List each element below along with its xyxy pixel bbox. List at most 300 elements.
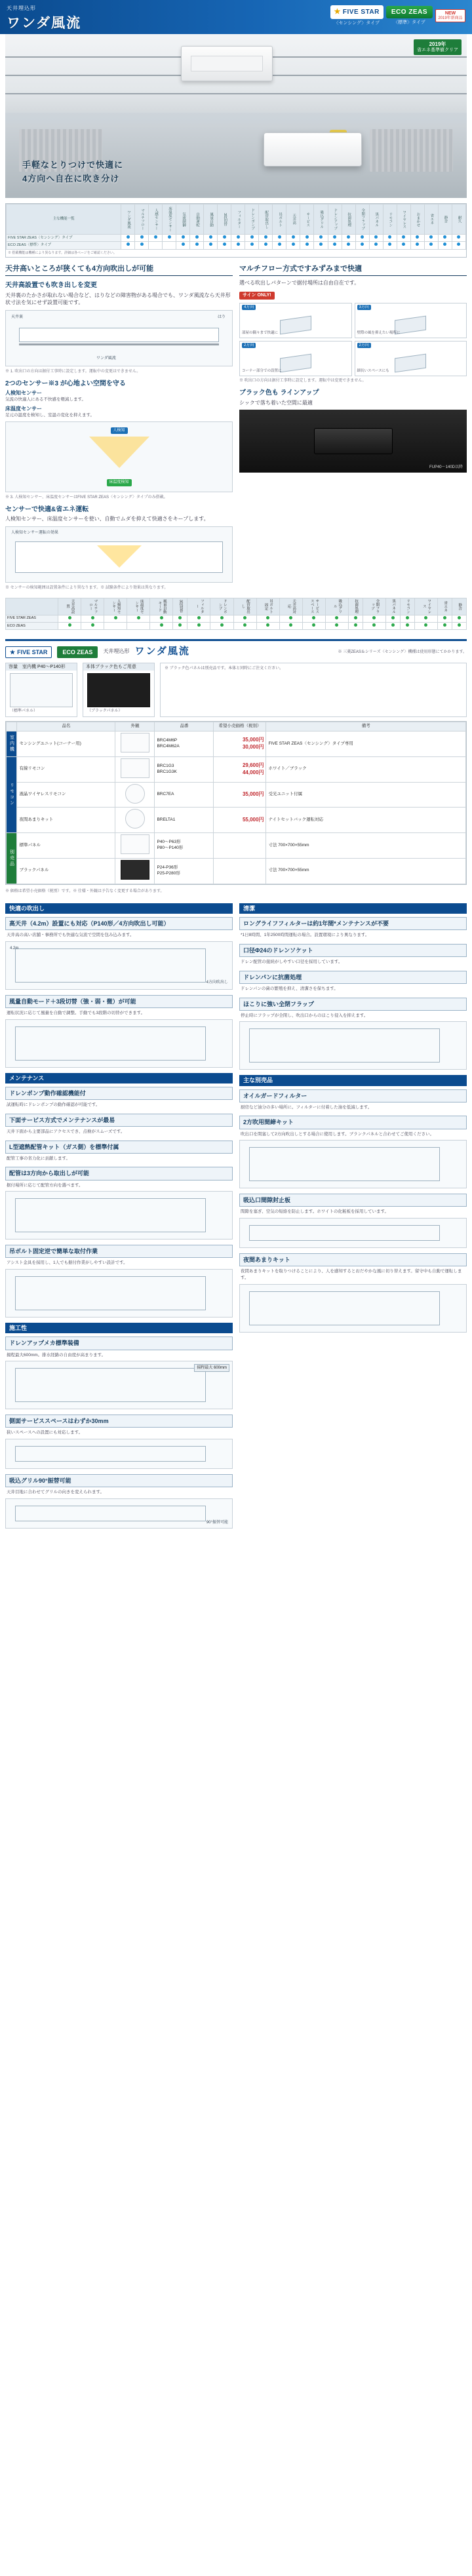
feature-column-header: 吸込グリル [314, 205, 328, 235]
check-dot-icon [91, 616, 94, 619]
feature-cell [385, 615, 400, 622]
table-row[interactable] [7, 732, 466, 757]
feature-item-desc: 停止時にフラップが全閉し、吹出口からのほこり侵入を抑えます。 [241, 1013, 368, 1018]
feature-column-header: 黒パネル [369, 205, 383, 235]
eco-zeas-label: ECO ZEAS [386, 6, 433, 19]
feature-row-label: FIVE STAR ZEAS [6, 615, 58, 622]
figure-room [15, 1026, 206, 1061]
feature-cell [437, 623, 452, 630]
feature-column-header: 床温度センサー [163, 205, 176, 235]
figure-room [249, 1225, 440, 1241]
feature-column-header: 人感センサー [149, 205, 163, 235]
feature-cell [342, 235, 355, 242]
feature-figure-grill [5, 1498, 233, 1529]
new-chip-top: NEW [444, 11, 456, 16]
bottom-left-column [5, 903, 233, 1534]
accessory-thumbnail [115, 732, 155, 757]
eco-zeas-caption: 〈標準〉タイプ [393, 20, 425, 26]
check-dot-icon [209, 243, 212, 246]
check-dot-icon [237, 243, 240, 246]
figure-room [15, 1506, 206, 1521]
feature-item-title: ドレンアップメカ標準装備 [5, 1337, 233, 1350]
feature-matrix-table-2 [5, 598, 467, 631]
check-dot-icon [140, 243, 144, 246]
right-block2-title: ブラック色も ラインアップ [239, 389, 319, 397]
accessory-code: BRC7EA [155, 782, 214, 808]
feature-item-title: 風量自動モード＋3段切替（強・弱・微）が可能 [5, 995, 233, 1008]
accessory-price [214, 858, 266, 884]
feature-cell [273, 242, 286, 249]
accessory-remark: 寸法 700×700×55mm [266, 833, 466, 859]
table-row [6, 615, 467, 622]
feature-item-title: 口径Φ24のドレンソケット [239, 944, 467, 957]
check-dot-icon [406, 623, 409, 627]
ceiling-unit [181, 46, 273, 81]
accessory-name: 有線リモコン [17, 756, 115, 782]
check-dot-icon [127, 235, 130, 239]
hero-caption [22, 159, 123, 186]
feature-item [239, 998, 467, 1070]
hero-caption-line2: 4方向へ自在に吹き分け [22, 174, 120, 184]
table-row[interactable] [7, 782, 466, 808]
feature-cell [190, 242, 204, 249]
check-dot-icon [250, 235, 254, 239]
feature-cell [410, 235, 424, 242]
feature-column-header: 自動運転 [190, 205, 204, 235]
feature-item-desc: 据付場所に応じて配管方向を選べます。 [7, 1182, 83, 1188]
accessory-name: 標準パネル [17, 833, 115, 859]
feature-cell [233, 615, 256, 622]
check-dot-icon [154, 235, 157, 239]
feature-cell [342, 242, 355, 249]
check-dot-icon [443, 235, 446, 239]
five-star-label: FIVE STAR [342, 8, 380, 16]
feature-row-label: ECO ZEAS〈標準〉タイプ [7, 242, 121, 249]
feature-item [239, 971, 467, 992]
feature-column-header: 配管取出し [259, 205, 273, 235]
figure-room [15, 1368, 206, 1402]
five-star-badge [330, 5, 384, 26]
feature-column-header: 配管取出し [233, 598, 256, 615]
feature-cell [259, 235, 273, 242]
feature-column-header: 人検知センサー [104, 598, 127, 615]
check-dot-icon [266, 623, 269, 627]
accessory-price [214, 833, 266, 859]
accessory-name: 液晶ワイヤレスリモコン [17, 782, 115, 808]
price-column-header: 希望小売価格（税別） [214, 722, 266, 732]
feature-item-desc: 厨房など油分の多い場所に。フィルターに付着した油を低減します。 [241, 1104, 372, 1110]
feature-group-heading: 主な別売品 [239, 1075, 467, 1085]
product-header-note: ※ 三菱ZEAS＆シリーズ〈センシング〉機種は使用形態にてかかります。 [338, 650, 467, 654]
panel-note-text: ※ ブラック色パネルは別売品です。本体と同時にご注文ください。 [165, 666, 284, 671]
feature-item [5, 995, 233, 1068]
check-dot-icon [223, 243, 226, 246]
feature-column-header: ドレンアップ [328, 205, 342, 235]
feature-item-title: 夜間あまりキット [239, 1253, 467, 1266]
feature-column-header: 風量自動モード [150, 598, 173, 615]
feature-item [5, 1114, 233, 1135]
check-dot-icon [182, 243, 185, 246]
feature-cell [400, 623, 414, 630]
feature-item [239, 1089, 467, 1111]
eco-zeas-badge [386, 6, 433, 26]
feature-column-header: ドレンポンプ [210, 598, 233, 615]
feature-item [239, 1194, 467, 1248]
feature-cell [314, 242, 328, 249]
feature-figure-fan-steps [5, 1019, 233, 1068]
black-panel-caption: FUP40～140D以降 [429, 465, 463, 470]
feature-cell [256, 623, 279, 630]
feature-item [5, 1415, 233, 1469]
accessory-remark: FIVE STAR ZEAS〈センシング〉タイプ専用 [266, 732, 466, 757]
eco-badge-year: 2019年 [429, 41, 446, 47]
accessory-price: 55,000円 [214, 808, 266, 833]
human-sensor-title: 人検知センサー [5, 390, 42, 397]
check-dot-icon [354, 616, 357, 619]
feature-cell [452, 615, 466, 622]
feature-cell [302, 623, 325, 630]
feature-item [5, 1141, 233, 1162]
feature-cell [127, 615, 150, 622]
feature-cell [135, 242, 149, 249]
feature-cell [300, 235, 314, 242]
ceiling-install-figure [5, 310, 233, 366]
check-dot-icon [424, 616, 427, 619]
black-panel-unit [314, 428, 393, 454]
feature-column-header: 省エネ [437, 598, 452, 615]
accessory-thumbnail [115, 808, 155, 833]
feature-figure-night [239, 1284, 467, 1333]
check-dot-icon [416, 235, 419, 239]
black-panel-caption: （ブラックパネル） [87, 709, 123, 714]
feature-item-desc: 間隙を塞ぎ、空気の短絡を防止します。ホワイトの化粧板を採用しています。 [241, 1209, 389, 1215]
feature-column-header: 抗菌処理 [342, 205, 355, 235]
feature-group-heading: メンテナンス [5, 1073, 233, 1083]
sensor-tag-human: 人検知 [110, 427, 127, 434]
feature-item-title: L型遮熱配管キット（ガス側）を標準付属 [5, 1141, 233, 1154]
star-icon: ★ [10, 648, 16, 655]
left-section-heading: 天井高いところが狭くても4方向吹出しが可能 [5, 264, 233, 277]
accessory-name: ブラックパネル [17, 858, 115, 884]
airflow-pattern-tag: 2方向 [242, 343, 256, 348]
check-dot-icon [406, 616, 409, 619]
figure-label: 90°振替可能 [206, 1520, 228, 1525]
feature-column-header: フィルター [187, 598, 210, 615]
check-dot-icon [137, 616, 140, 619]
feature-column-header: ワイヤレス [397, 205, 410, 235]
feature-item [5, 917, 233, 990]
accessory-code: BRELTA1 [155, 808, 214, 833]
feature-cell [452, 235, 465, 242]
feature-item-title: 下面サービス方式でメンテナンスが最易 [5, 1114, 233, 1127]
feature-cell [383, 235, 397, 242]
feature-cell [348, 623, 363, 630]
check-dot-icon [178, 616, 182, 619]
check-dot-icon [443, 623, 446, 627]
feature-cell [452, 242, 465, 249]
accessory-code: BRC4M6P BRC4M62A [155, 732, 214, 757]
check-dot-icon [361, 243, 364, 246]
check-dot-icon [429, 243, 433, 246]
fig-label-ceiling: 天井裏 [11, 315, 24, 319]
feature-cell [363, 623, 385, 630]
table-row[interactable] [7, 756, 466, 782]
feature-cell [355, 235, 369, 242]
feature-cell [302, 615, 325, 622]
feature-item [5, 1245, 233, 1317]
feature-cell [163, 235, 176, 242]
check-dot-icon [160, 616, 163, 619]
feature-cell [204, 242, 218, 249]
check-dot-icon [333, 235, 336, 239]
accessory-thumbnail [115, 782, 155, 808]
hero-caption-line1: 手軽なとりつけで快適に [22, 160, 124, 170]
feature-cell [259, 242, 273, 249]
feature-column-header: フィルター [231, 205, 245, 235]
feature-column-header: 天井高 [286, 205, 300, 235]
feature-matrix-top [5, 203, 467, 258]
accessory-image [121, 758, 149, 778]
check-dot-icon [347, 243, 350, 246]
feature-cell [397, 242, 410, 249]
feature-cell [104, 623, 127, 630]
bottom-feature-columns [5, 903, 467, 1534]
feature-item-title: ドレンパンに抗菌処理 [239, 971, 467, 984]
accessory-code: BRC1G3 BRC1G3K [155, 756, 214, 782]
star-icon: ★ [334, 8, 341, 16]
feature-cell [176, 235, 190, 242]
fig-label-beam: はり [217, 315, 226, 319]
feature-figure-blank [239, 1140, 467, 1188]
standard-panel-header: 容量 室内機 P40～P140形 [6, 663, 77, 671]
sensor-human [5, 390, 233, 403]
airflow-pattern-desc: 壁際の風を抑えたい場所に [357, 331, 401, 336]
figure-room [249, 1291, 440, 1325]
feature-cell [325, 615, 348, 622]
check-dot-icon [402, 243, 405, 246]
standard-panel-card [5, 663, 77, 718]
table-row [6, 623, 467, 630]
feature-group-heading: 清潔 [239, 903, 467, 914]
check-dot-icon [127, 243, 130, 246]
feature-cell [210, 623, 233, 630]
accessory-name: センシングユニット(コーナー用) [17, 732, 115, 757]
feature-cell [424, 242, 438, 249]
check-dot-icon [114, 616, 117, 619]
price-table-footnote: ※ 価格は希望小売価格（税別）です。※ 仕様・外観は予告なく変更する場合があります。 [5, 889, 165, 893]
figure-room [15, 1198, 206, 1232]
check-dot-icon [391, 616, 395, 619]
header-badges [330, 5, 465, 26]
table-row[interactable] [7, 858, 466, 884]
check-dot-icon [388, 235, 391, 239]
feature-figure-ceiling-height [5, 941, 233, 990]
check-dot-icon [264, 243, 267, 246]
check-dot-icon [68, 623, 71, 627]
check-dot-icon [140, 235, 144, 239]
feature-column-header: 吊ボルト [273, 205, 286, 235]
feature-item [5, 1474, 233, 1529]
check-dot-icon [458, 623, 461, 627]
check-dot-icon [429, 235, 433, 239]
airflow-pattern-desc: 部屋の隅々まで快適に [242, 331, 279, 336]
feature-cell [163, 242, 176, 249]
check-dot-icon [91, 623, 94, 627]
accessory-price-table [5, 721, 467, 884]
feature-column-header: 静音 [438, 205, 452, 235]
table-row[interactable] [7, 833, 466, 859]
feature-cell [314, 235, 328, 242]
right-block2-sub: シックで落ち着いた空間に最適 [239, 399, 313, 406]
feature-cell [397, 235, 410, 242]
black-panel-header: 本体ブラック色もご用意 [83, 663, 154, 671]
feature-item-desc: 夜間あまりキットを取りつけることにより、人を感知するとおだやかな風に切り替えます。留守中も自動で運転します。 [241, 1269, 462, 1281]
right-block1-note: ※ 吹出口の方向は据付工事時に設定します。運転中は変更できません。 [239, 378, 366, 383]
left-block2-title: 2つのセンサー※3 が心地よい空間を守る [5, 380, 126, 387]
standard-panel-caption: （標準パネル） [10, 709, 38, 714]
feature-column-header: 3段切替 [173, 598, 187, 615]
feature-cell [410, 242, 424, 249]
accessory-image [121, 733, 149, 752]
check-dot-icon [292, 243, 295, 246]
feature-item-desc: 狭いスペースへの設置にも対応します。 [7, 1430, 83, 1435]
product-title: ワンダ風流 [134, 646, 190, 657]
airflow-pattern-desc: 細長いスペースにも [357, 369, 389, 374]
black-panel-photo [239, 410, 467, 473]
feature-figure-flap [239, 1021, 467, 1070]
feature-cell [187, 623, 210, 630]
check-dot-icon [243, 623, 246, 627]
feature-column-left [5, 264, 233, 591]
feature-item-title: 高天井（4.2m）設置にも対応（P140形／4方向吹出し可能） [5, 917, 233, 930]
feature-item-title: 2方吹用間締キット [239, 1116, 467, 1129]
feature-column-header: マルチフロー [135, 205, 149, 235]
feature-item-desc: ドレン配管の接続がしやすい口径を採用しています。 [241, 959, 343, 964]
feature-item-title: ほこりに強い全閉フラップ [239, 998, 467, 1011]
feature-column-header: マルチフロー [81, 598, 104, 615]
feature-cell [173, 615, 187, 622]
check-dot-icon [220, 623, 224, 627]
check-dot-icon [457, 243, 460, 246]
feature-cell [121, 235, 135, 242]
feature-figure-side-space [5, 1439, 233, 1469]
feature-column-header: ワンダ風流 [121, 205, 135, 235]
accessory-code: P24-P36形 P25-P280形 [155, 858, 214, 884]
check-dot-icon [372, 616, 376, 619]
check-dot-icon [374, 235, 378, 239]
feature-columns [5, 264, 467, 591]
table-row [7, 242, 466, 249]
airflow-pattern-tag: 2方向 [357, 343, 371, 348]
left-block1-title: 天井高設置でも吹き出しを変更 [5, 282, 97, 290]
feature-matrix-table [6, 204, 466, 250]
check-dot-icon [223, 235, 226, 239]
feature-matrix-bottom [5, 598, 467, 631]
accessory-name: 夜間あまりキット [17, 808, 115, 833]
feature-column-header: 全閉フラップ [355, 205, 369, 235]
feature-cell [300, 242, 314, 249]
left-block1-note: ※ 1. 吹出口の方向は据付工事時に設定します。運転中の変更はできません。 [5, 369, 141, 374]
check-dot-icon [289, 623, 292, 627]
accessory-image [125, 809, 145, 829]
feature-cell [210, 615, 233, 622]
airflow-pattern-tag: 3方向 [357, 305, 371, 310]
panel-note-card [160, 663, 467, 718]
check-dot-icon [424, 623, 427, 627]
feature-column-header: おまかせ [410, 205, 424, 235]
feature-item [5, 1337, 233, 1409]
feature-cell [286, 235, 300, 242]
feature-item [239, 944, 467, 966]
feature-cell [176, 242, 190, 249]
feature-column-header: 天井高対応 [279, 598, 302, 615]
feature-cell [121, 242, 135, 249]
feature-cell [369, 242, 383, 249]
price-table [6, 722, 466, 884]
sensor-effect-figure [5, 526, 233, 583]
feature-cell [150, 615, 173, 622]
hero-rail [5, 93, 467, 94]
airflow-pattern-desc: コーナー部分での設置に [242, 369, 282, 374]
check-dot-icon [195, 235, 199, 239]
check-dot-icon [289, 616, 292, 619]
feature-figure-bolt [5, 1269, 233, 1317]
airflow-pattern-tag: 4方向 [242, 305, 256, 310]
black-panel-image [87, 673, 150, 707]
check-dot-icon [319, 243, 323, 246]
price-section-label: リモコン [7, 756, 17, 832]
check-dot-icon [168, 235, 171, 239]
feature-item-desc: 天井目地に合わせてグリルの向きを変えられます。 [7, 1490, 104, 1495]
feature-cell [135, 235, 149, 242]
price-section-label: 別売品 [7, 833, 17, 884]
table-row[interactable] [7, 808, 466, 833]
feature-figure-gap [239, 1218, 467, 1248]
feature-group-heading: 快適の吹出し [5, 903, 233, 914]
check-dot-icon [388, 243, 391, 246]
price-column-header: 品番 [155, 722, 214, 732]
feature-cell [190, 235, 204, 242]
feature-cell [149, 242, 163, 249]
feature-cell [328, 235, 342, 242]
check-dot-icon [160, 623, 163, 627]
feature-item-title: ドレンポンプ動作確認機能付 [5, 1087, 233, 1100]
feature-matrix-header-row [7, 205, 466, 235]
figure-label: 4方向吹出し [206, 980, 228, 985]
product-ceiling-label: 天井埋込形 [103, 648, 130, 655]
figure-room [249, 1147, 440, 1181]
left-block1-body: 天井裏のたかさが取れない場合など、はりなどの障害物がある場合でも、ワンダ風流なら天井形状寸法を気にせず設置可能です。 [5, 292, 231, 305]
feature-column-header: ワイヤレス [414, 598, 437, 615]
left-block3-title: センサーで快適&省エネ運転 [5, 505, 89, 513]
left-block3-note: ※ センサーの検知範囲は設置条件により異なります。※ 試験条件により効果は異なります。 [5, 586, 168, 591]
check-dot-icon [220, 616, 224, 619]
check-dot-icon [443, 616, 446, 619]
feature-cell [149, 235, 163, 242]
store-shelf-right [370, 129, 453, 172]
feature-matrix-2-body [6, 615, 467, 630]
feature-item-desc: 試運転時にドレンポンプの動作確認が可能です。 [7, 1102, 100, 1107]
check-dot-icon [335, 616, 338, 619]
human-sensor-body: 気流の快適人にある不快感を軽減します。 [5, 397, 86, 402]
feature-column-header: 黒パネル [385, 598, 400, 615]
standard-panel-image [10, 673, 73, 707]
check-dot-icon [457, 235, 460, 239]
feature-cell [245, 242, 259, 249]
table-row [7, 235, 466, 242]
right-section-heading: マルチフロー方式ですみずみまで快適 [239, 264, 467, 277]
product-section-header [5, 639, 467, 658]
